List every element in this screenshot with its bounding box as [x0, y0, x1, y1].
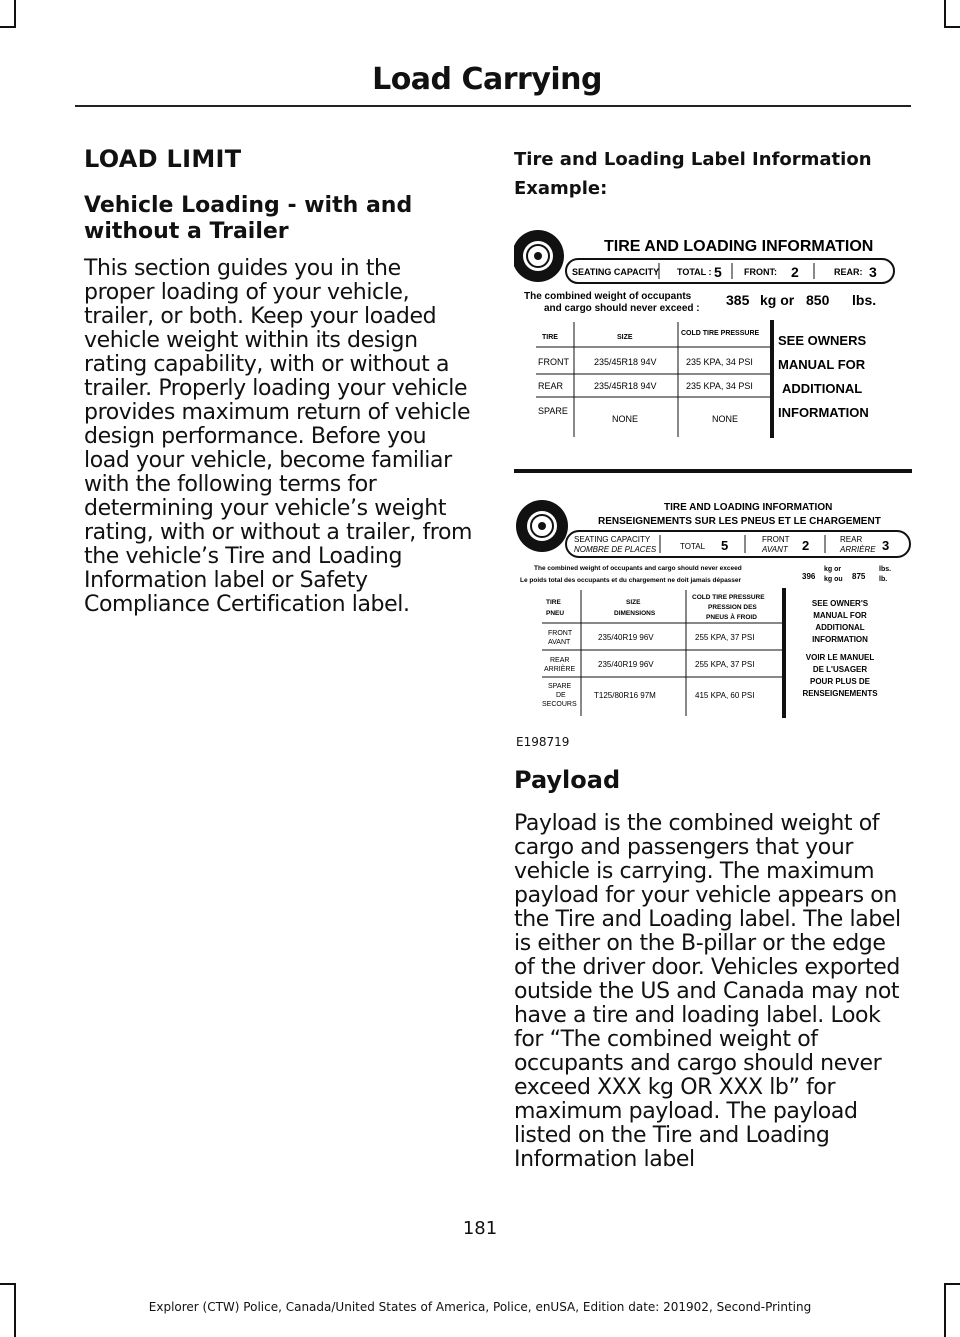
label2-col-pneu: PNEU: [546, 610, 565, 617]
label2-see-owners: [802, 599, 878, 698]
label2-col-size: SIZE: [626, 599, 641, 606]
label2-see-owners-7: POUR PLUS DE: [809, 677, 871, 686]
label2-col-pressure-en: COLD TIRE PRESSURE: [692, 594, 765, 601]
label2-see-owners-4: INFORMATION: [812, 635, 868, 644]
label2-row1-size: 235/40R19 96V: [598, 633, 654, 642]
label1-row1-tire: FRONT: [538, 357, 569, 367]
label2-row3-tire-en: SPARE: [548, 683, 572, 690]
label2-title-fr: RENSEIGNEMENTS SUR LES PNEUS ET LE CHARGEMENT: [598, 516, 881, 527]
crop-mark-top-left-h: [0, 26, 16, 28]
label2-col-pressure-fr2: PNEUS À FROID: [706, 614, 757, 621]
label1-see-owners-3: ADDITIONAL: [782, 381, 863, 396]
label2-total-value: 5: [721, 538, 729, 553]
label2-lbs-value: 875: [852, 572, 866, 581]
label1-front-value: 2: [791, 264, 799, 280]
payload-section: [514, 766, 910, 1172]
label2-row3-tire-fr2: SECOURS: [542, 701, 577, 708]
label2-title-en: TIRE AND LOADING INFORMATION: [664, 502, 833, 513]
label2-see-owners-5: VOIR LE MANUEL: [805, 653, 875, 662]
label1-row2-tire: REAR: [538, 381, 564, 391]
label2-row2-tire-fr: ARRIÈRE: [544, 666, 576, 673]
label2-col-tire: TIRE: [546, 599, 561, 606]
label1-col-size: SIZE: [617, 334, 633, 341]
label2-rear-en: REAR: [840, 535, 863, 544]
label2-front-fr: AVANT: [762, 545, 788, 554]
label1-title: TIRE AND LOADING INFORMATION: [604, 238, 874, 255]
label1-front-label: FRONT:: [744, 267, 777, 277]
label1-rear-value: 3: [869, 264, 877, 280]
label2-see-owners-1: SEE OWNER'S: [811, 599, 869, 608]
label2-see-owners-8: RENSEIGNEMENTS: [802, 689, 878, 698]
label1-row1-pressure: 235 KPA, 34 PSI: [686, 357, 753, 367]
label1-lbs-value: 850: [806, 292, 830, 308]
label-info-heading: Tire and Loading Label Information: [514, 149, 872, 170]
page-footer: Explorer (CTW) Police, Canada/United States of America, Police, enUSA, Edition date: 201902, Second-Printing: [148, 1300, 812, 1314]
label1-row3-pressure: NONE: [712, 414, 739, 424]
crop-mark-top-right: [944, 0, 946, 28]
label2-rear-value: 3: [882, 538, 890, 553]
label2-seating-fr: NOMBRE DE PLACES: [574, 545, 657, 554]
tire-loading-label-figure: [514, 222, 912, 722]
label2-col-pressure-fr1: PRESSION DES: [708, 604, 757, 611]
label1-lbs: lbs.: [852, 292, 877, 308]
label2-rear-fr: ARRIÈRE: [840, 545, 876, 554]
label2-row1-tire-en: FRONT: [548, 630, 573, 637]
label1-row2-pressure: 235 KPA, 34 PSI: [686, 381, 753, 391]
label2-row2-tire-en: REAR: [550, 657, 570, 664]
crop-mark-top-left: [14, 0, 16, 28]
label1-rear-label: REAR:: [834, 267, 863, 277]
label1-kg-or: kg or: [760, 292, 795, 308]
label-divider: [514, 469, 912, 473]
label1-col-pressure: COLD TIRE PRESSURE: [681, 330, 760, 337]
label2-row2-pressure: 255 KPA, 37 PSI: [695, 660, 755, 669]
label1-see-owners-4: INFORMATION: [778, 405, 869, 420]
label1-row2-size: 235/45R18 94V: [594, 381, 657, 391]
label1-col-tire: TIRE: [542, 334, 558, 341]
tire-icon-2: [516, 500, 568, 552]
label2-row1-pressure: 255 KPA, 37 PSI: [695, 633, 755, 642]
label2-see-owners-6: DE L'USAGER: [812, 665, 868, 674]
label2-front-en: FRONT: [762, 535, 790, 544]
label2-seating-en: SEATING CAPACITY: [574, 535, 651, 544]
label2-tire-table: [542, 588, 786, 718]
label2-row3-size: T125/80R16 97M: [594, 691, 656, 700]
label2-col-dimensions: DIMENSIONS: [614, 610, 656, 617]
crop-mark-bottom-left-h: [0, 1283, 16, 1285]
label2-kg-ou: kg ou: [824, 576, 843, 583]
label2-front-value: 2: [802, 538, 810, 553]
label1-row3-tire: SPARE: [538, 406, 568, 416]
label1-row1-size: 235/45R18 94V: [594, 357, 657, 367]
page-number: 181: [462, 1218, 498, 1239]
label2-kg-or: kg or: [824, 566, 842, 573]
label1-total-value: 5: [714, 264, 722, 280]
header-divider: [75, 105, 911, 107]
label2-combined-en: The combined weight of occupants and cargo should never exceed: [534, 565, 742, 572]
label2-combined-fr: Le poids total des occupants et du chargement ne doit jamais dépasser: [520, 577, 742, 584]
label2-see-owners-3: ADDITIONAL: [815, 623, 865, 632]
intro-paragraph: This section guides you in the proper loading of your vehicle, trailer, or both. Keep your loaded vehicle weight within its design rating capability, with or without a trailer. Properly loading your vehicle provides maximum return of vehicle design performance. Before you load your vehicle, become familiar with the following terms for determining your vehicle’s weight rating, with or without a trailer, from the vehicle’s Tire and Loading Information label or Safety Compliance Certification label.: [84, 256, 473, 617]
label2-row1-tire-fr: AVANT: [548, 639, 571, 646]
subheading: Vehicle Loading - with and without a Trailer: [84, 193, 413, 244]
label2-total-label: TOTAL: [680, 542, 706, 551]
tire-icon: [514, 230, 564, 282]
label2-see-owners-2: MANUAL FOR: [813, 611, 867, 620]
payload-paragraph: Payload is the combined weight of cargo and passengers that your vehicle is carrying. The maximum payload for your vehicle appears on the Tire and Loading label. The label is either on the B-pillar or the edge of the driver door. Vehicles exported outside the US and Canada may not have a tire and loading label. Look for “The combined weight of occupants and cargo should never exceed XXX kg OR XXX lb” for maximum payload. The payload listed on the Tire and Loading Information label: [514, 811, 901, 1172]
example-label: Example:: [514, 178, 608, 199]
label2-kg-value: 396: [802, 572, 816, 581]
label1-tire-table: [536, 320, 774, 438]
label1-combined-line2: and cargo should never exceed :: [544, 303, 700, 314]
left-column: [84, 145, 474, 617]
crop-mark-top-right-h: [944, 26, 960, 28]
label1-row3-size: NONE: [612, 414, 639, 424]
label1-see-owners-1: SEE OWNERS: [778, 333, 867, 348]
right-column-header: [514, 145, 910, 203]
label1-kg-value: 385: [726, 292, 750, 308]
label2-row2-size: 235/40R19 96V: [598, 660, 654, 669]
label1-combined-line1: The combined weight of occupants: [524, 291, 692, 302]
label1-total-label: TOTAL :: [677, 267, 712, 277]
figure-code: E198719: [516, 735, 570, 749]
payload-heading: Payload: [514, 766, 621, 794]
crop-mark-bottom-right-h: [944, 1283, 960, 1285]
label1-see-owners: [778, 333, 869, 420]
label2-lb: lb.: [879, 576, 888, 583]
label2-row3-pressure: 415 KPA, 60 PSI: [695, 691, 755, 700]
section-title: LOAD LIMIT: [84, 145, 242, 173]
label1-seating-capacity: SEATING CAPACITY: [572, 267, 660, 277]
label2-row3-tire-fr: DE: [556, 692, 566, 699]
label1-see-owners-2: MANUAL FOR: [778, 357, 866, 372]
page-header-title: Load Carrying: [372, 62, 602, 97]
label2-lbs: lbs.: [879, 566, 892, 573]
